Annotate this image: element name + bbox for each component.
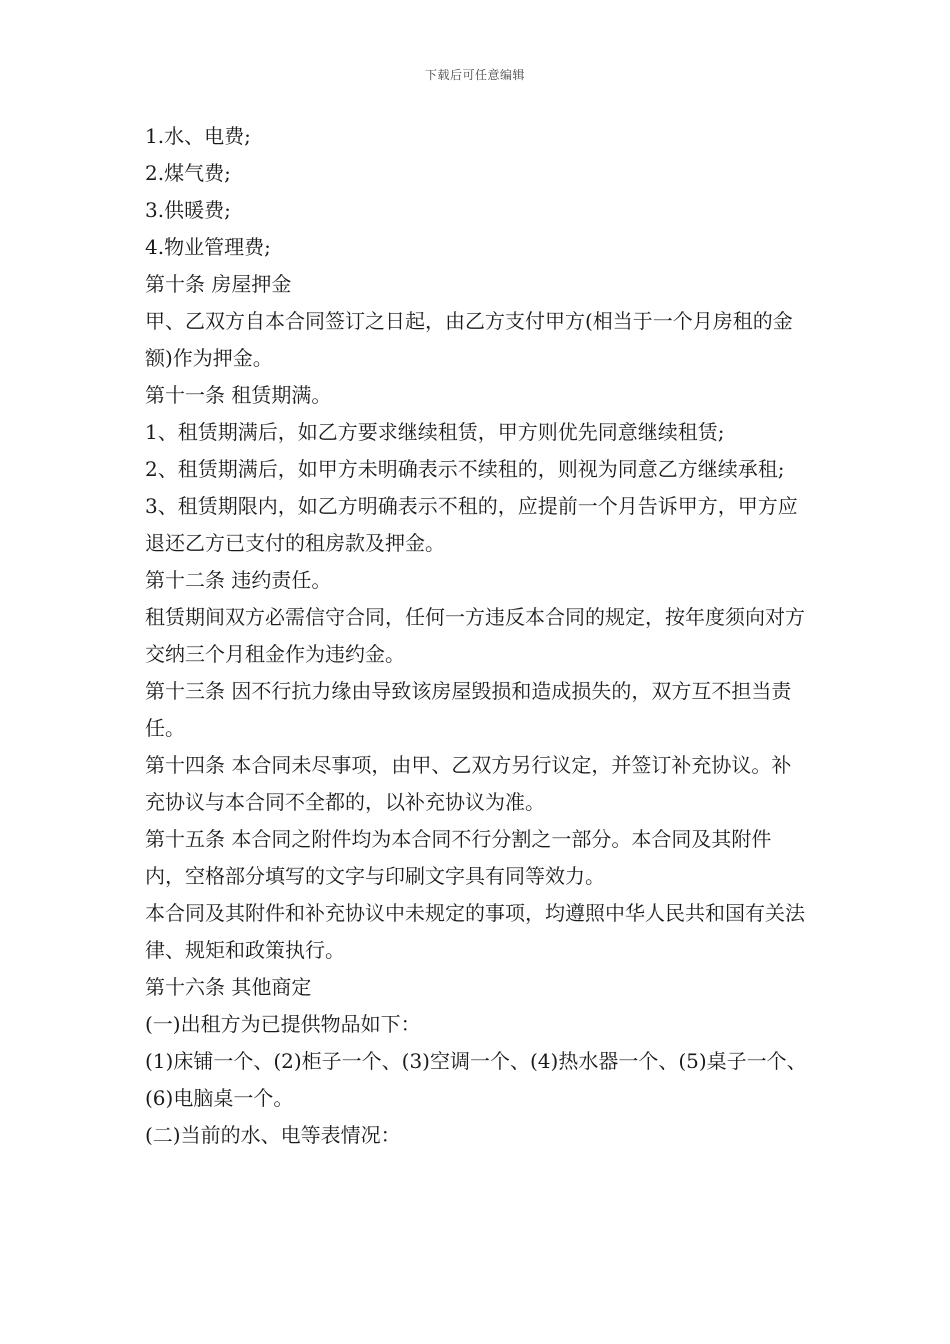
article-16-item-2-heading: (二)当前的水、电等表情况： xyxy=(145,1123,401,1147)
article-10-body: 甲、乙双方自本合同签订之日起，由乙方支付甲方(相当于一个月房租的金额)作为押金。 xyxy=(145,309,793,370)
article-11-clause-1: 1、租赁期满后，如乙方要求继续租赁，甲方则优先同意继续租赁; xyxy=(145,420,725,444)
article-16-item-1-heading: (一)出租方为已提供物品如下： xyxy=(145,1012,421,1036)
page-header-note: 下载后可任意编辑 xyxy=(424,68,525,82)
article-12-heading: 第十二条 违约责任。 xyxy=(145,568,332,592)
article-11-heading: 第十一条 租赁期满。 xyxy=(145,383,332,407)
document-body xyxy=(145,118,810,1154)
article-16-heading: 第十六条 其他商定 xyxy=(145,975,312,999)
article-11-clause-2: 2、租赁期满后，如甲方未明确表示不续租的，则视为同意乙方继续承租; xyxy=(145,457,785,481)
article-16-item-1-list: (1)床铺一个、(2)柜子一个、(3)空调一个、(4)热水器一个、(5)桌子一个、(6)电脑桌一个。 xyxy=(145,1049,807,1110)
fee-item-gas: 2.煤气费; xyxy=(145,161,231,185)
article-14: 第十四条 本合同未尽事项，由甲、乙双方另行议定，并签订补充协议。补充协议与本合同不全都的，以补充协议为准。 xyxy=(145,753,792,814)
fee-item-heating: 3.供暖费; xyxy=(145,198,231,222)
article-10-heading: 第十条 房屋押金 xyxy=(145,272,292,296)
article-13: 第十三条 因不行抗力缘由导致该房屋毁损和造成损失的，双方互不担当责任。 xyxy=(145,679,792,740)
fee-item-water-electricity: 1.水、电费; xyxy=(145,124,251,148)
fee-item-property-management: 4.物业管理费; xyxy=(145,235,271,259)
article-12-body: 租赁期间双方必需信守合同，任何一方违反本合同的规定，按年度须向对方交纳三个月租金作为违约金。 xyxy=(145,605,805,666)
article-15-supplement: 本合同及其附件和补充协议中未规定的事项，均遵照中华人民共和国有关法律、规矩和政策执行。 xyxy=(145,901,805,962)
article-11-clause-3: 3、租赁期限内，如乙方明确表示不租的，应提前一个月告诉甲方，甲方应退还乙方已支付的租房款及押金。 xyxy=(145,494,798,555)
article-15: 第十五条 本合同之附件均为本合同不行分割之一部分。本合同及其附件内，空格部分填写的文字与印刷文字具有同等效力。 xyxy=(145,827,772,888)
